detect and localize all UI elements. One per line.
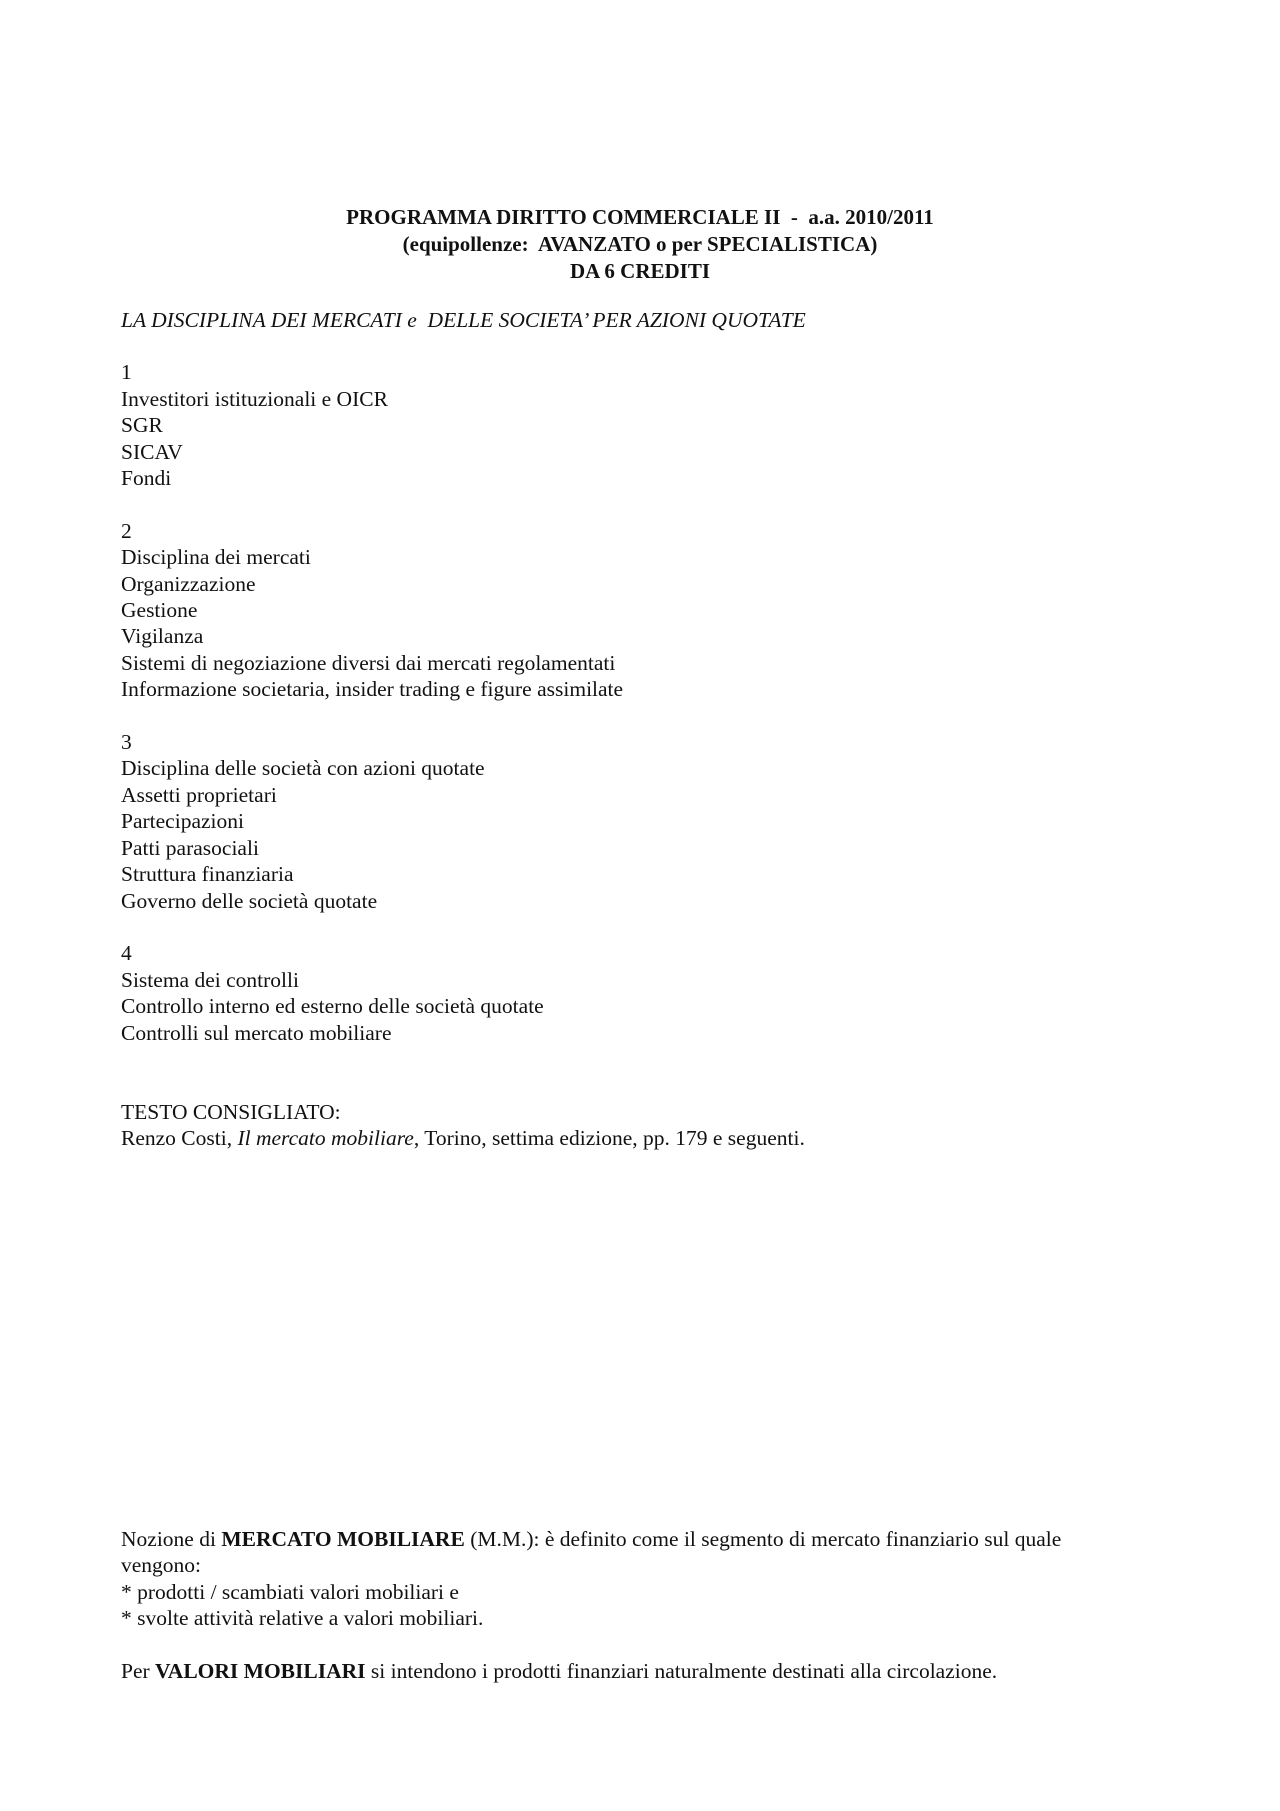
section-item: Vigilanza xyxy=(121,624,204,649)
definition-term: MERCATO MOBILIARE xyxy=(221,1527,465,1551)
definitions-block xyxy=(121,1526,1181,1684)
definition-intro: Nozione di xyxy=(121,1527,222,1551)
definition-term: VALORI MOBILIARI xyxy=(155,1659,366,1684)
document-header xyxy=(0,204,1280,285)
valori-mobiliari-definition xyxy=(121,1658,1181,1684)
section-4 xyxy=(121,940,1181,1046)
section-item: Governo delle società quotate xyxy=(121,888,378,913)
recommended-text xyxy=(121,1099,1181,1152)
section-item: Investitori istituzionali e OICR xyxy=(121,386,388,411)
section-item: Controlli sul mercato mobiliare xyxy=(121,1020,392,1045)
section-number: 1 xyxy=(121,360,132,385)
section-item: Sistema dei controlli xyxy=(121,967,299,992)
program-body xyxy=(121,307,1181,1152)
definition-bullet: * svolte attività relative a valori mobiliari. xyxy=(121,1606,484,1631)
definition-bullet: * prodotti / scambiati valori mobiliari e xyxy=(121,1579,459,1604)
definition-text: si intendono i prodotti finanziari naturalmente destinati alla circolazione. xyxy=(365,1659,998,1684)
section-item: Disciplina delle società con azioni quotate xyxy=(121,756,485,781)
section-item: SGR xyxy=(121,413,163,438)
citation-details: , Torino, settima edizione, pp. 179 e seguenti. xyxy=(413,1126,805,1151)
section-item: Sistemi di negoziazione diversi dai mercati regolamentati xyxy=(121,650,616,675)
section-item: Partecipazioni xyxy=(121,809,244,834)
section-number: 2 xyxy=(121,518,132,543)
section-1 xyxy=(121,359,1181,491)
header-credits: DA 6 CREDITI xyxy=(569,259,711,283)
recommended-text-citation xyxy=(121,1125,1181,1151)
spacer xyxy=(121,1632,1181,1658)
section-item: Fondi xyxy=(121,466,172,491)
section-item: SICAV xyxy=(121,439,183,464)
section-item: Organizzazione xyxy=(121,571,256,596)
mercato-mobiliare-definition xyxy=(121,1526,1181,1552)
section-item: Patti parasociali xyxy=(121,835,259,860)
definition-intro: Per xyxy=(121,1659,156,1684)
section-2 xyxy=(121,518,1181,703)
citation-title: Il mercato mobiliare xyxy=(237,1126,414,1151)
citation-author: Renzo Costi, xyxy=(121,1126,238,1151)
section-item: Disciplina dei mercati xyxy=(121,545,311,570)
section-item: Assetti proprietari xyxy=(121,782,277,807)
header-title: PROGRAMMA DIRITTO COMMERCIALE II - a.a. 2010/2011 xyxy=(346,205,934,229)
section-3 xyxy=(121,729,1181,914)
section-number: 4 xyxy=(121,941,132,966)
section-number: 3 xyxy=(121,730,132,755)
recommended-text-label: TESTO CONSIGLIATO: xyxy=(121,1099,341,1124)
definition-text: (M.M.): è definito come il segmento di mercato finanziario sul quale xyxy=(464,1527,1062,1551)
program-subtitle: LA DISCIPLINA DEI MERCATI e DELLE SOCIETA’ PER AZIONI QUOTATE xyxy=(121,308,806,332)
definition-continuation: vengono: xyxy=(121,1553,202,1578)
section-item: Gestione xyxy=(121,598,198,623)
header-equipollenze: (equipollenze: AVANZATO o per SPECIALISTICA) xyxy=(402,232,878,256)
section-item: Informazione societaria, insider trading e figure assimilate xyxy=(121,677,624,702)
section-item: Controllo interno ed esterno delle società quotate xyxy=(121,994,544,1019)
section-item: Struttura finanziaria xyxy=(121,862,294,887)
